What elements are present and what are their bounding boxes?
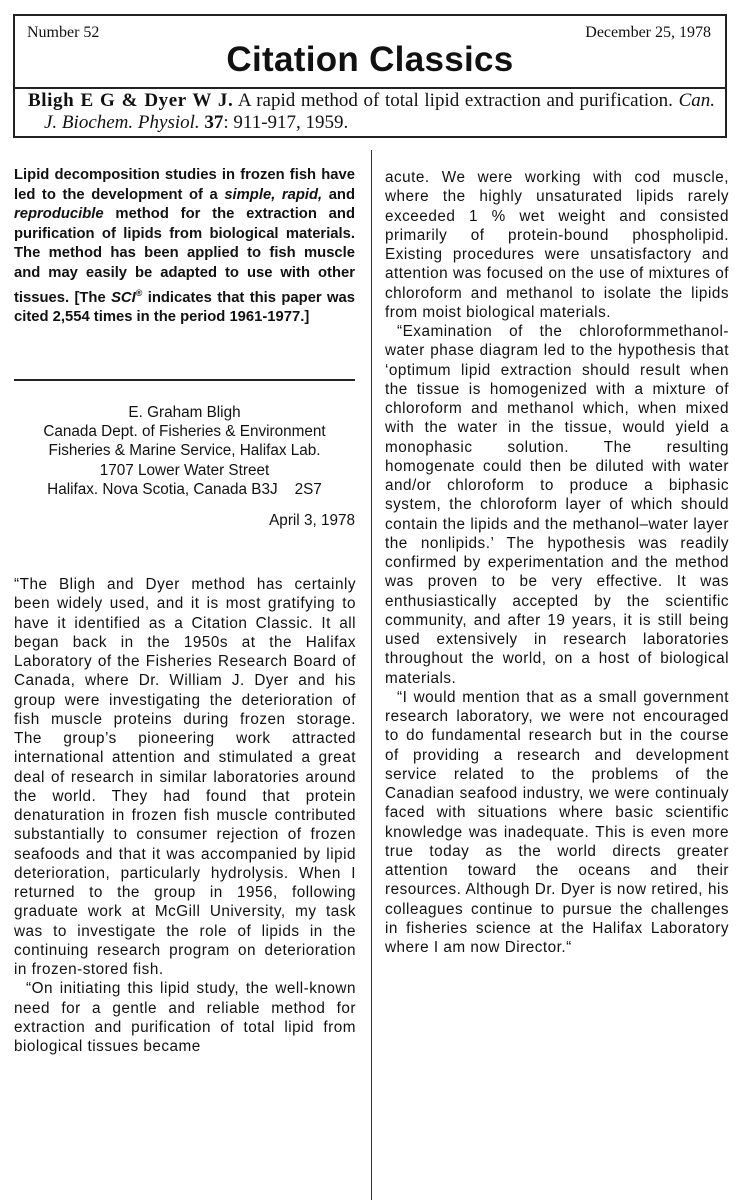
author-city: Halifax. Nova Scotia, Canada B3J 2S7 (47, 480, 322, 498)
body-paragraph: “I would mention that as a small government research laboratory, we were not encouraged to do fundamental research but in the course of providing a research and development service related to the problems of the Canadian seafood industry, we were continualy faced with situations where basic scientific knowledge was inadequate. This is even more true today as the world directs greater attention toward the oceans and their resources. Although Dr. Dyer is now retired, his colleagues continue to pursue the challenges in fisheries science at the Halifax Laboratory where I am now Director.“ (385, 688, 729, 956)
abstract-text: indicates that this paper was cited 2,554 times in the period 1961-1977.] (14, 289, 356, 326)
citation-journal: Can. J. Biochem. Physiol. (44, 90, 716, 133)
abstract-divider (14, 379, 355, 381)
header-divider (15, 87, 725, 89)
sci-abbreviation: SCI (111, 289, 136, 306)
abstract-emphasis: simple, rapid, (224, 186, 323, 203)
header-box (13, 14, 727, 138)
body-column-left (14, 575, 356, 1056)
column-divider (371, 150, 372, 1200)
registered-mark: ® (135, 287, 143, 298)
citation-title: A rapid method of total lipid extraction and purification. (237, 90, 673, 111)
abstract-emphasis: reproducible (14, 206, 104, 223)
author-organization: Canada Dept. of Fisheries & Environment (43, 423, 326, 441)
issue-date: December 25, 1978 (585, 24, 711, 41)
citation-pages: : 911-917, 1959. (223, 112, 349, 133)
abstract (14, 166, 355, 328)
body-column-right (385, 168, 729, 957)
abstract-text: method for the extraction and purification of lipids from biological materials. The method has been applied to fish muscle and may easily be adapted to use with other tissues. [The (14, 206, 355, 306)
author-address (14, 403, 355, 499)
citation-volume: 37 (204, 112, 224, 133)
body-paragraph: “Examination of the chloroformmethanol-water phase diagram led to the hypothesis that ‘optimum lipid extraction should result when the tissue is homogenized with a mixture of chloroform and methanol which, when mixed with the water in the tissue, would yield a monophasic solution. The resulting homogenate could then be diluted with water and/or chloroform to produce a biphasic system, the chloroform layer of which should contain the lipids and the methanol–water layer the nonlipids.’ The hypothesis was readily confirmed by experimentation and the method was proven to be very effective. It was enthusiastically accepted by the scientific community, and after 19 years, it is still being used extensively in research laboratories throughout the world, on a host of biological materials. (385, 323, 729, 687)
body-paragraph: “On initiating this lipid study, the well-known need for a gentle and reliable method for extraction and purification of total lipid from biological tissues became (14, 980, 356, 1055)
issue-number: Number 52 (27, 24, 100, 41)
body-paragraph: acute. We were working with cod muscle, where the highly unsaturated lipids rarely exceeded 1 % wet weight and consisted primarily of protein-bound phospholipid. Existing procedures were unsatisfactory and attention was focused on the use of mixtures of chloroform and methanol to isolate the lipids from moist biological materials. (385, 169, 729, 321)
author-street: 1707 Lower Water Street (99, 461, 270, 479)
masthead-title: Citation Classics (226, 40, 514, 79)
author-division: Fisheries & Marine Service, Halifax Lab. (48, 442, 321, 460)
author-name: E. Graham Bligh (128, 404, 241, 421)
abstract-text: Lipid decomposition studies in frozen fish have led to the development of a (14, 167, 355, 203)
commentary-date: April 3, 1978 (269, 512, 355, 529)
body-paragraph: “The Bligh and Dyer method has certainly been widely used, and it is most gratifying to have it identified as a Citation Classic. It all began back in the 1950s at the Halifax Laboratory of the Fisheries Research Board of Canada, where Dr. William J. Dyer and his group were investigating the deterioration of fish muscle proteins during frozen storage. The group’s pioneering work attracted international attention and stimulated a great deal of research in similar laboratories around the world. They had found that protein denaturation in frozen fish muscle contributed substantially to consumer rejection of frozen seafoods and that it was accompanied by lipid deterioration, particularly hydrolysis. When I returned to the group in 1956, following graduate work at McGill University, my task was to investigate the role of lipids in the continuing research program on deterioration in frozen-stored fish. (14, 576, 356, 978)
abstract-text: and (322, 186, 355, 203)
citation-reference (28, 90, 715, 134)
citation-authors: Bligh E G & Dyer W J. (28, 90, 234, 111)
